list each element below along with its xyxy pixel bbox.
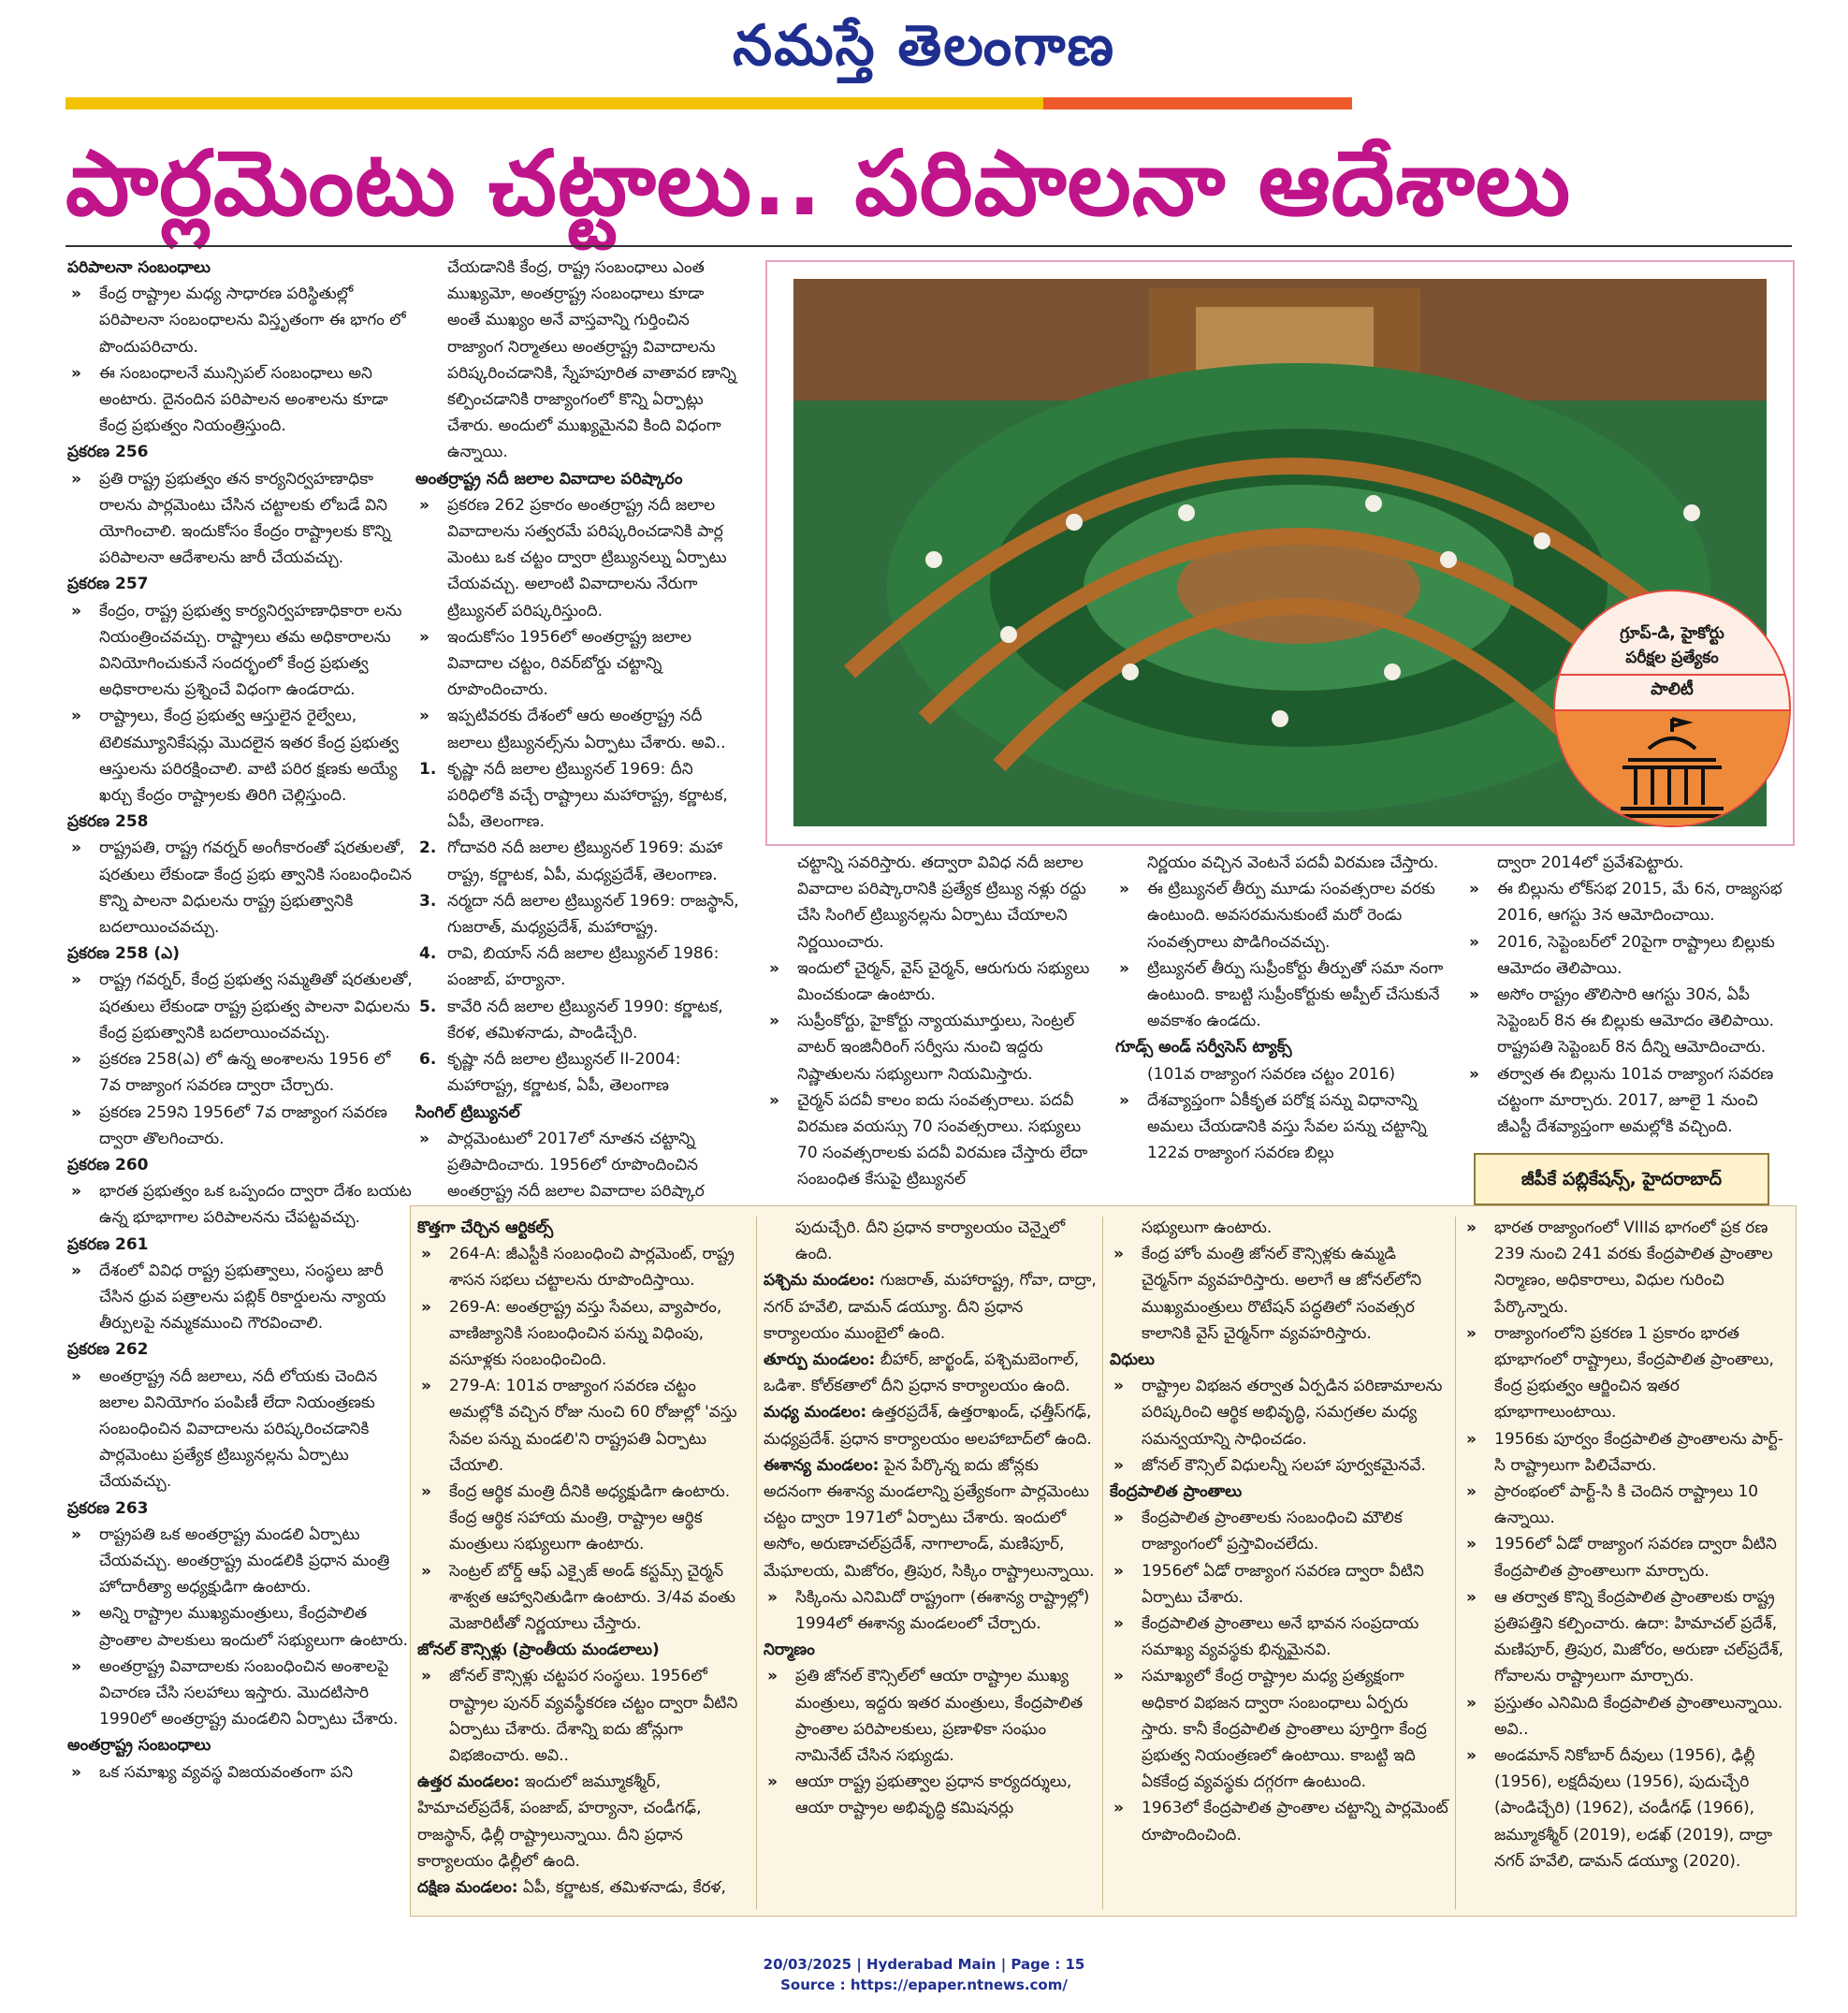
- box-divider: [756, 1217, 757, 1909]
- bullet-paragraph: » ఈ ట్రిబ్యునల్ తీర్పు మూడు సంవత్సరాల వరకు ఉంటుంది. అవసరమనుకుంటే మరో రెండు సంవత్సరాలు పొడిగించవచ్చు.: [1115, 876, 1452, 955]
- numbered-item: [415, 1046, 739, 1099]
- section-heading: కేంద్రపాలిత ప్రాంతాలు: [1110, 1482, 1243, 1502]
- badge-graphic: [1555, 711, 1789, 825]
- numbered-item: [415, 941, 739, 993]
- bullet-paragraph: » చైర్మన్ పదవీ కాలం ఐదు సంవత్సరాలు. పదవీ విరమణ వయస్సు 70 సంవత్సరాలు. సభ్యులు 70 సంవత్సరాలకు పదవీ విరమణ చేస్తారు లేదా సంబంధిత కేసుపై ట్రిబ్యునల్: [765, 1087, 1100, 1193]
- zone-heading: మధ్య మండలం:: [764, 1403, 867, 1422]
- bullet-paragraph: » ఒక సమాఖ్య వ్యవస్థ విజయవంతంగా పని: [67, 1759, 415, 1786]
- section-heading: ప్రకరణ 258 (ఎ): [67, 944, 181, 964]
- bullet-paragraph: » కేంద్ర ఆర్థిక మంత్రి దీనికి అధ్యక్షుడిగా ఉంటారు. కేంద్ర ఆర్థిక సహాయ మంత్రి, రాష్ట్రాల ఆర్థిక మంత్రులు సభ్యులుగా ఉంటారు.: [417, 1479, 750, 1558]
- bullet-paragraph: » సెంట్రల్ బోర్డ్ ఆఫ్ ఎక్సైజ్ అండ్ కస్టమ్స్ చైర్మన్ శాశ్వత ఆహ్వానితుడిగా ఉంటారు. 3/4వ వంతు మెజారిటీతో నిర్ణయాలు చేస్తారు.: [417, 1558, 750, 1638]
- section-heading: ప్రకరణ 256: [67, 443, 149, 462]
- item-text: కృష్ణా నదీ జలాల ట్రిబ్యునల్ 1969: దీని పరిధిలోకి వచ్చే రాష్ట్రాలు మహారాష్ట్ర, కర్ణాటక, ఏపీ, తెలంగాణ.: [447, 759, 728, 832]
- body-paragraph: సభ్యులుగా ఉంటారు.: [1142, 1218, 1273, 1237]
- body-paragraph: నిర్ణయం వచ్చిన వెంటనే పదవీ విరమణ చేస్తారు.: [1147, 853, 1439, 872]
- bullet-paragraph: » ఈ బిల్లును లోక్‌సభ 2015, మే 6న, రాజ్యసభ 2016, ఆగస్టు 3న ఆమోదించాయి.: [1465, 876, 1795, 928]
- bullet-paragraph: » ఇందుకోసం 1956లో అంతర్రాష్ట్ర జలాల వివాదాల చట్టం, రివర్‌బోర్డు చట్టాన్ని రూపొందించారు.: [415, 624, 739, 704]
- bullet-paragraph: » దేశంలో వివిధ రాష్ట్ర ప్రభుత్వాలు, సంస్థలు జారీ చేసిన ధ్రువ పత్రాలను పబ్లిక్ రికార్డులను న్యాయ తీర్పులపై నమ్మకముంచి గౌరవించాలి.: [67, 1258, 415, 1337]
- section-badge: [1553, 590, 1791, 827]
- bullet-paragraph: » అన్ని రాష్ట్రాల ముఖ్యమంత్రులు, కేంద్రపాలిత ప్రాంతాల పాలకులు ఇందులో సభ్యులుగా ఉంటారు.: [67, 1600, 415, 1653]
- bullet-paragraph: » ప్రకరణ 262 ప్రకారం అంతర్రాష్ట్ర నదీ జలాల వివాదాలను సత్వరమే పరిష్కరించడానికి పార్ల మెంటు ఒక చట్టం ద్వారా ట్రిబ్యునల్ను ఏర్పాటు చేయవచ్చు. అలాంటి వివాదాలను నేరుగా ట్రిబ్యునల్ పరిష్కరిస్తుంది.: [415, 492, 739, 624]
- item-number: 1.: [419, 759, 437, 779]
- page-headline: పార్లమెంటు చట్టాలు.. పరిపాలనా ఆదేశాలు: [65, 131, 1572, 236]
- bullet-paragraph: » సిక్కింను ఎనిమిదో రాష్ట్రంగా (ఈశాన్య రాష్ట్రాల్లో) 1994లో ఈశాన్య మండలంలో చేర్చారు.: [764, 1584, 1097, 1637]
- section-heading: విధులు: [1110, 1350, 1155, 1370]
- item-text: కృష్ణా నదీ జలాల ట్రిబ్యునల్ II-2004: మహారాష్ట్ర, కర్ణాటక, ఏపీ, తెలంగాణ: [447, 1050, 681, 1096]
- item-text: గోదావరి నదీ జలాల ట్రిబ్యునల్ 1969: మహా రాష్ట్ర, కర్ణాటక, ఏపీ, మధ్యప్రదేశ్, తెలంగాణ.: [447, 839, 722, 884]
- section-heading: గూడ్స్ అండ్ సర్వీసెస్ ట్యాక్స్: [1115, 1038, 1292, 1058]
- zone-heading: దక్షిణ మండలం:: [417, 1878, 518, 1898]
- zone-text: ఇందులో జమ్మూకశ్మీర్, హిమాచల్‌ప్రదేశ్, పంజాబ్, హర్యానా, చండీగఢ్, రాజస్థాన్, ఢిల్లీ రాష్ట్రాలున్నాయి. దీని ప్రధాన కార్యాలయం ఢిల్లీలో ఉంది.: [417, 1772, 702, 1871]
- section-heading: ప్రకరణ 261: [67, 1234, 149, 1254]
- zone-text: ఏపీ, కర్ణాటక, తమిళనాడు, కేరళ,: [522, 1878, 726, 1898]
- bullet-paragraph: » రాష్ట్రాలు, కేంద్ర ప్రభుత్వ ఆస్తులైన రైల్వేలు, టెలికమ్యూనికేషన్లు మొదలైన ఇతర కేంద్ర ప్రభుత్వ ఆస్తులను పరిరక్షించాలి. వాటి పరిర క్షణకు అయ్యే ఖర్చు కేంద్రం రాష్ట్రాలకు తిరిగి చెల్లిస్తుంది.: [67, 703, 415, 809]
- column-1: [67, 255, 415, 1786]
- section-heading: నిర్మాణం: [764, 1641, 815, 1660]
- section-heading: జోనల్ కౌన్సిళ్లు (ప్రాంతీయ మండలాలు): [417, 1641, 660, 1660]
- item-text: కావేరి నదీ జలాల ట్రిబ్యునల్ 1990: కర్ణాటక, కేరళ, తమిళనాడు, పాండిచ్చేరి.: [447, 997, 723, 1043]
- body-paragraph: (101వ రాజ్యాంగ సవరణ చట్టం 2016): [1147, 1064, 1396, 1084]
- zone-text: ఉత్తరప్రదేశ్, ఉత్తరాఖండ్, ఛత్తీస్‌గఢ్, మధ్యప్రదేశ్. ప్రధాన కార్యాలయం అలహాబాద్‌లో ఉంది.: [764, 1403, 1092, 1449]
- bullet-paragraph: » దేశవ్యాప్తంగా ఏకీకృత పరోక్ష పన్ను విధానాన్ని అమలు చేయడానికి వస్తు సేవల పన్ను చట్టాన్ని 122వ రాజ్యాంగ సవరణ బిల్లు: [1115, 1087, 1452, 1167]
- section-heading: అంతర్రాష్ట్ర నదీ జలాల వివాదాల పరిష్కారం: [415, 469, 683, 489]
- item-number: 5.: [419, 997, 437, 1016]
- zone-text: గుజరాత్, మహారాష్ట్ర, గోవా, దాద్రా, నగర్ హవేలి, డామన్ డయ్యూ. దీని ప్రధాన కార్యాలయం ముంబైలో ఉంది.: [764, 1271, 1097, 1343]
- box-column-1: [417, 1215, 750, 1901]
- footer-date-line: 20/03/2025 | Hyderabad Main | Page : 15: [763, 1956, 1085, 1973]
- bullet-paragraph: » అంతర్రాష్ట్ర వివాదాలకు సంబంధించిన అంశాలపై విచారణ చేసి సలహాలు ఇస్తారు. మొదటిసారి 1990లో అంతర్రాష్ట్ర మండలిని ఏర్పాటు చేశారు.: [67, 1654, 415, 1733]
- box-column-4: [1462, 1215, 1790, 1874]
- zone-text: బీహార్, జార్ఖండ్, పశ్చిమబెంగాల్, ఒడిశా. కోల్‌కతాలో దీని ప్రధాన కార్యాలయం ఉంది.: [764, 1350, 1080, 1396]
- item-text: రావి, బియాస్ నదీ జలాల ట్రిబ్యునల్ 1986: పంజాబ్, హర్యానా.: [447, 944, 720, 990]
- bullet-paragraph: » 279-A: 101వ రాజ్యాంగ సవరణ చట్టం అమల్లోకి వచ్చిన రోజు నుంచి 60 రోజుల్లో 'వస్తు సేవల పన్ను మండలి'ని రాష్ట్రపతి ఏర్పాటు చేయాలి.: [417, 1373, 750, 1479]
- bullet-paragraph: » 1956లో ఏడో రాజ్యాంగ సవరణ ద్వారా వీటిని ఏర్పాటు చేశారు.: [1110, 1558, 1448, 1611]
- bullet-paragraph: » సమాఖ్యలో కేంద్ర రాష్ట్రాల మధ్య ప్రత్యక్షంగా అధికార విభజన ద్వారా సంబంధాలు ఏర్పరు స్తారు. కానీ కేంద్రపాలిత ప్రాంతాలు పూర్తిగా కేంద్ర ప్రభుత్వ నియంత్రణలో ఉంటాయి. కాబట్టి ఇది ఏకకేంద్ర వ్యవస్థకు దగ్గరగా ఉంటుంది.: [1110, 1663, 1448, 1795]
- zone-paragraph: [417, 1769, 750, 1874]
- badge-line-1: గ్రూప్-డి, హైకోర్టు: [1620, 624, 1724, 643]
- bullet-paragraph: » ఆయా రాష్ట్ర ప్రభుత్వాల ప్రధాన కార్యదర్శులు, ఆయా రాష్ట్రాల అభివృద్ధి కమిషనర్లు: [764, 1769, 1097, 1821]
- footer-source-link[interactable]: Source : https://epaper.ntnews.com/: [780, 1977, 1068, 1993]
- bullet-paragraph: » జోనల్ కౌన్సిళ్లు చట్టపర సంస్థలు. 1956లో రాష్ట్రాల పునర్ వ్యవస్థీకరణ చట్టం ద్వారా వీటిని ఏర్పాటు చేశారు. దేశాన్ని ఐదు జోన్లుగా విభజించారు. అవి..: [417, 1663, 750, 1769]
- bullet-paragraph: » అండమాన్ నికోబార్ దీవులు (1956), ఢిల్లీ (1956), లక్షదీవులు (1956), పుదుచ్చేరి (పాండిచ్చేరి) (1962), చండీగఢ్ (1966), జమ్మూకశ్మీర్ (2019), లడఖ్ (2019), దాద్రా నగర్ హవేలి, డామన్ డయ్యూ (2020).: [1462, 1743, 1790, 1874]
- numbered-item: [415, 835, 739, 887]
- bullet-paragraph: » ఈ సంబంధాలనే మున్సిపల్ సంబంధాలు అని అంటారు. దైనందిన పరిపాలన అంశాలను కూడా కేంద్ర ప్రభుత్వం నియంత్రిస్తుంది.: [67, 360, 415, 440]
- bullet-paragraph: » భారత ప్రభుత్వం ఒక ఒప్పందం ద్వారా దేశం బయట ఉన్న భూభాగాల పరిపాలనను చేపట్టవచ్చు.: [67, 1178, 415, 1231]
- bullet-paragraph: » కేంద్రపాలిత ప్రాంతాలకు సంబంధించి మౌలిక రాజ్యాంగంలో ప్రస్తావించలేదు.: [1110, 1505, 1448, 1557]
- bullet-paragraph: » 264-A: జీఎస్టీకి సంబంధించి పార్లమెంట్, రాష్ట్ర శాసన సభలు చట్టాలను రూపొందిస్తాయి.: [417, 1241, 750, 1293]
- bullet-paragraph: » కేంద్ర రాష్ట్రాల మధ్య సాధారణ పరిస్థితుల్లో పరిపాలనా సంబంధాలను విస్తృతంగా ఈ భాగం లో పొందుపరిచారు.: [67, 281, 415, 360]
- badge-subject: పాలిటీ: [1651, 679, 1694, 699]
- body-paragraph: పుదుచ్చేరి. దీని ప్రధాన కార్యాలయం చెన్నైలో ఉంది.: [795, 1218, 1066, 1264]
- section-heading: ప్రకరణ 262: [67, 1340, 149, 1360]
- item-number: 6.: [419, 1050, 437, 1070]
- body-paragraph: చట్టాన్ని సవరిస్తారు. తద్వారా వివిధ నదీ జలాల వివాదాల పరిష్కారానికి ప్రత్యేక ట్రిబ్యు నళ్లు రద్దు చేసి సింగిల్ ట్రిబ్యునల్లను ఏర్పాటు చేయాలని నిర్ణయించారు.: [797, 853, 1086, 952]
- bullet-paragraph: » కేంద్ర హోం మంత్రి జోనల్ కౌన్సిళ్లకు ఉమ్మడి చైర్మన్‌గా వ్యవహరిస్తారు. అలాగే ఆ జోనల్‌లోని ముఖ్యమంత్రులు రొటేషన్ పద్ధతిలో సంవత్సర కాలానికి వైస్ చైర్మన్‌గా వ్యవహరిస్తారు.: [1110, 1241, 1448, 1347]
- bullet-paragraph: » ఇప్పటివరకు దేశంలో ఆరు అంతర్రాష్ట్ర నదీ జలాలు ట్రిబ్యునల్స్‌ను ఏర్పాటు చేశారు. అవి..: [415, 703, 739, 755]
- bullet-paragraph: » కేంద్రపాలిత ప్రాంతాలు అనే భావన సంప్రదాయ సమాఖ్య వ్యవస్థకు భిన్నమైనవి.: [1110, 1611, 1448, 1663]
- bullet-paragraph: » రాష్ట్రపతి ఒక అంతర్రాష్ట్ర మండలి ఏర్పాటు చేయవచ్చు. అంతర్రాష్ట్ర మండలికి ప్రధాన మంత్రి హోదారీత్యా అధ్యక్షుడిగా ఉంటారు.: [67, 1522, 415, 1601]
- badge-subtitle: [1555, 621, 1789, 670]
- badge-line-2: పరీక్షల ప్రత్యేకం: [1625, 649, 1719, 667]
- section-heading: సింగిల్ ట్రిబ్యునల్: [415, 1102, 520, 1122]
- bullet-paragraph: » ప్రతి రాష్ట్ర ప్రభుత్వం తన కార్యనిర్వహణాధికా రాలను పార్లమెంటు చేసిన చట్టాలకు లోబడే విని యోగించాలి. ఇందుకోసం కేంద్రం రాష్ట్రాలకు కొన్ని పరిపాలనా ఆదేశాలను జారీ చేయవచ్చు.: [67, 466, 415, 572]
- bullet-paragraph: » రాష్ట్రాల విభజన తర్వాత ఏర్పడిన పరిణామాలను పరిష్కరించి ఆర్థిక అభివృద్ధి, సమగ్రతల మధ్య సమన్వయాన్ని సాధించడం.: [1110, 1373, 1448, 1452]
- bullet-paragraph: » అసోం రాష్ట్రం తొలిసారి ఆగస్టు 30న, ఏపీ సెప్టెంబర్ 8న ఈ బిల్లుకు ఆమోదం తెలిపాయి. రాష్ట్రపతి సెప్టెంబర్ 8న దీన్ని ఆమోదించారు.: [1465, 982, 1795, 1061]
- page-footer: [0, 1954, 1848, 1995]
- bullet-paragraph: » 2016, సెప్టెంబర్‌లో 20పైగా రాష్ట్రాలు బిల్లుకు ఆమోదం తెలిపాయి.: [1465, 929, 1795, 982]
- section-heading: అంతర్రాష్ట్ర సంబంధాలు: [67, 1736, 211, 1756]
- zone-heading: పశ్చిమ మండలం:: [764, 1271, 876, 1291]
- item-number: 2.: [419, 839, 437, 858]
- section-heading: కొత్తగా చేర్చిన ఆర్టికల్స్: [417, 1218, 554, 1237]
- zone-heading: ఈశాన్య మండలం:: [764, 1455, 880, 1475]
- bullet-paragraph: » ప్రకరణ 259ని 1956లో 7వ రాజ్యాంగ సవరణ ద్వారా తొలగించారు.: [67, 1100, 415, 1152]
- headline-rule: [65, 245, 1792, 247]
- bullet-paragraph: » ప్రస్తుతం ఎనిమిది కేంద్రపాలిత ప్రాంతాలున్నాయి. అవి..: [1462, 1690, 1790, 1743]
- zone-text: పైన పేర్కొన్న ఐదు జోన్లకు అదనంగా ఈశాన్య మండలాన్ని ప్రత్యేకంగా పార్లమెంటు చట్టం ద్వారా 1971లో ఏర్పాటు చేశారు. ఇందులో అసోం, అరుణాచల్‌ప్రదేశ్, నాగాలాండ్, మణిపూర్, మేఘాలయ, మిజోరం, త్రిపుర, సిక్కిం రాష్ట్రాలున్నాయి.: [764, 1455, 1095, 1581]
- bullet-paragraph: » జోనల్ కౌన్సిల్ విధులన్నీ సలహా పూర్వకమైనవే.: [1110, 1452, 1448, 1479]
- column-2: [415, 255, 739, 1204]
- numbered-item: [415, 994, 739, 1046]
- numbered-item: [415, 888, 739, 941]
- bullet-paragraph: » ప్రతి జోనల్ కౌన్సిల్‌లో ఆయా రాష్ట్రాల ముఖ్య మంత్రులు, ఇద్దరు ఇతర మంత్రులు, కేంద్రపాలిత ప్రాంతాల పరిపాలకులు, ప్రణాళికా సంఘం నామినేట్ చేసిన సభ్యుడు.: [764, 1663, 1097, 1769]
- bullet-paragraph: » రాష్ట్రపతి, రాష్ట్ర గవర్నర్ అంగీకారంతో షరతులతో, షరతులు లేకుండా కేంద్ర ప్రభు త్వానికి సంబంధించిన కొన్ని పాలనా విధులను రాష్ట్ర ప్రభుత్వానికి బదలాయించవచ్చు.: [67, 835, 415, 941]
- bullet-paragraph: » ప్రారంభంలో పార్ట్-సి కి చెందిన రాష్ట్రాలు 10 ఉన్నాయి.: [1462, 1479, 1790, 1531]
- section-heading: ప్రకరణ 260: [67, 1155, 149, 1174]
- bullet-paragraph: » ట్రిబ్యునల్ తీర్పు సుప్రీంకోర్టు తీర్పుతో సమా నంగా ఉంటుంది. కాబట్టి సుప్రీంకోర్టుకు అప్పీల్ చేసుకునే అవకాశం ఉండదు.: [1115, 955, 1452, 1035]
- accent-bar-orange: [1043, 97, 1352, 109]
- bullet-paragraph: » ఆ తర్వాత కొన్ని కేంద్రపాలిత ప్రాంతాలకు రాష్ట్ర ప్రతిపత్తిని కల్పించారు. ఉదా: హిమాచల్ ప్రదేశ్, మణిపూర్, త్రిపుర, మిజోరం, అరుణా చల్‌ప్రదేశ్, గోవాలను రాష్ట్రాలుగా మార్చారు.: [1462, 1584, 1790, 1690]
- zone-paragraph: [764, 1267, 1097, 1347]
- badge-divider: [1555, 674, 1789, 676]
- parliament-building-icon: [1555, 711, 1789, 825]
- bullet-paragraph: » అంతర్రాష్ట్ర నదీ జలాలు, నదీ లోయకు చెందిన జలాల వినియోగం పంపిణీ లేదా నియంత్రణకు సంబంధించిన వివాదాలను పరిష్కరించడానికి పార్లమెంటు ప్రత్యేక ట్రిబ్యునల్లను ఏర్పాటు చేయవచ్చు.: [67, 1364, 415, 1495]
- box-divider: [1102, 1217, 1103, 1909]
- box-column-3: [1110, 1215, 1448, 1848]
- zone-paragraph: [764, 1399, 1097, 1451]
- item-number: 4.: [419, 944, 437, 964]
- item-text: నర్మదా నదీ జలాల ట్రిబ్యునల్ 1969: రాజస్థాన్, గుజరాత్, మధ్యప్రదేశ్, మహారాష్ట్ర.: [447, 891, 739, 938]
- zone-heading: ఉత్తర మండలం:: [417, 1772, 520, 1792]
- bullet-paragraph: » పార్లమెంటులో 2017లో నూతన చట్టాన్ని ప్రతిపాదించారు. 1956లో రూపొందించిన అంతర్రాష్ట్ర నదీ జలాల వివాదాల పరిష్కార: [415, 1126, 739, 1205]
- column-4: [1115, 850, 1452, 1166]
- bullet-paragraph: » రాష్ట్ర గవర్నర్, కేంద్ర ప్రభుత్వ సమ్మతితో షరతులతో, షరతులు లేకుండా రాష్ట్ర ప్రభుత్వ పాలనా విధులను కేంద్ర ప్రభుత్వానికి బదలాయించవచ్చు.: [67, 967, 415, 1046]
- numbered-item: [415, 756, 739, 836]
- zone-paragraph: [764, 1347, 1097, 1399]
- masthead-logo: నమస్తే తెలంగాణ: [732, 13, 1116, 79]
- bullet-paragraph: » భారత రాజ్యాంగంలో VIIIవ భాగంలో ప్రక రణ 239 నుంచి 241 వరకు కేంద్రపాలిత ప్రాంతాల నిర్మాణం, అధికారాలు, విధుల గురించి పేర్కొన్నారు.: [1462, 1215, 1790, 1320]
- bullet-paragraph: » 1956కు పూర్వం కేంద్రపాలిత ప్రాంతాలను పార్ట్-సి రాష్ట్రాలుగా పిలిచేవారు.: [1462, 1426, 1790, 1479]
- bullet-paragraph: » ప్రకరణ 258(ఎ) లో ఉన్న అంశాలను 1956 లో 7వ రాజ్యాంగ సవరణ ద్వారా చేర్చారు.: [67, 1046, 415, 1099]
- section-heading: ప్రకరణ 263: [67, 1498, 149, 1518]
- column-5: [1465, 850, 1795, 1140]
- item-number: 3.: [419, 891, 437, 911]
- section-heading: ప్రకరణ 258: [67, 812, 149, 832]
- section-heading: ప్రకరణ 257: [67, 575, 149, 594]
- section-heading: పరిపాలనా సంబంధాలు: [67, 258, 211, 277]
- zone-heading: తూర్పు మండలం:: [764, 1350, 876, 1370]
- zone-paragraph: [764, 1452, 1097, 1584]
- publisher-credit: జీపీకే పబ్లికేషన్స్, హైదరాబాద్: [1474, 1153, 1769, 1205]
- bullet-paragraph: » 269-A: అంతర్రాష్ట్ర వస్తు సేవలు, వ్యాపారం, వాణిజ్యానికి సంబంధించిన పన్ను విధింపు, వసూళ్లకు సంబంధించింది.: [417, 1294, 750, 1374]
- zone-paragraph: [417, 1874, 750, 1901]
- box-column-2: [764, 1215, 1097, 1822]
- bullet-paragraph: » ఇందులో చైర్మన్, వైస్ చైర్మన్, ఆరుగురు సభ్యులు మించకుండా ఉంటారు.: [765, 955, 1100, 1008]
- body-paragraph: చేయడానికి కేంద్ర, రాష్ట్ర సంబంధాలు ఎంత ముఖ్యమో, అంతర్రాష్ట్ర సంబంధాలు కూడా అంతే ముఖ్యం అనే వాస్తవాన్ని గుర్తించిన రాజ్యాంగ నిర్మాతలు అంతర్రాష్ట్ర వివాదాలను పరిష్కరించడానికి, స్నేహపూరిత వాతావర ణాన్ని కల్పించడానికి రాజ్యాంగంలో కొన్ని ఏర్పాట్లు చేశారు. అందులో ముఖ్యమైనవి కింది విధంగా ఉన్నాయి.: [447, 258, 736, 462]
- bullet-paragraph: » 1956లో ఏడో రాజ్యాంగ సవరణ ద్వారా వీటిని కేంద్రపాలిత ప్రాంతాలుగా మార్చారు.: [1462, 1531, 1790, 1583]
- bullet-paragraph: » 1963లో కేంద్రపాలిత ప్రాంతాల చట్టాన్ని పార్లమెంట్ రూపొందించింది.: [1110, 1795, 1448, 1847]
- bullet-paragraph: » తర్వాత ఈ బిల్లును 101వ రాజ్యాంగ సవరణ చట్టంగా మార్చారు. 2017, జూలై 1 నుంచి జీఎస్టీ దేశవ్యాప్తంగా అమల్లోకి వచ్చింది.: [1465, 1061, 1795, 1141]
- body-paragraph: ద్వారా 2014లో ప్రవేశపెట్టారు.: [1497, 853, 1684, 872]
- bullet-paragraph: » రాజ్యాంగంలోని ప్రకరణ 1 ప్రకారం భారత భూభాగంలో రాష్ట్రాలు, కేంద్రపాలిత ప్రాంతాలు, కేంద్ర ప్రభుత్వం ఆర్జించిన ఇతర భూభాగాలుంటాయి.: [1462, 1320, 1790, 1426]
- column-3: [765, 850, 1100, 1193]
- bullet-paragraph: » సుప్రీంకోర్టు, హైకోర్టు న్యాయమూర్తులు, సెంట్రల్ వాటర్ ఇంజినీరింగ్ సర్వీసు నుంచి ఇద్దరు నిష్ణాతులను సభ్యులుగా నియమిస్తారు.: [765, 1008, 1100, 1087]
- bullet-paragraph: » కేంద్రం, రాష్ట్ర ప్రభుత్వ కార్యనిర్వహణాధికారా లను నియంత్రించవచ్చు. రాష్ట్రాలు తమ అధికారాలను వినియోగించుకునే సందర్భంలో కేంద్ర ప్రభుత్వ అధికారాలను ప్రశ్నించే విధంగా ఉండరాదు.: [67, 598, 415, 704]
- box-divider: [1455, 1217, 1456, 1909]
